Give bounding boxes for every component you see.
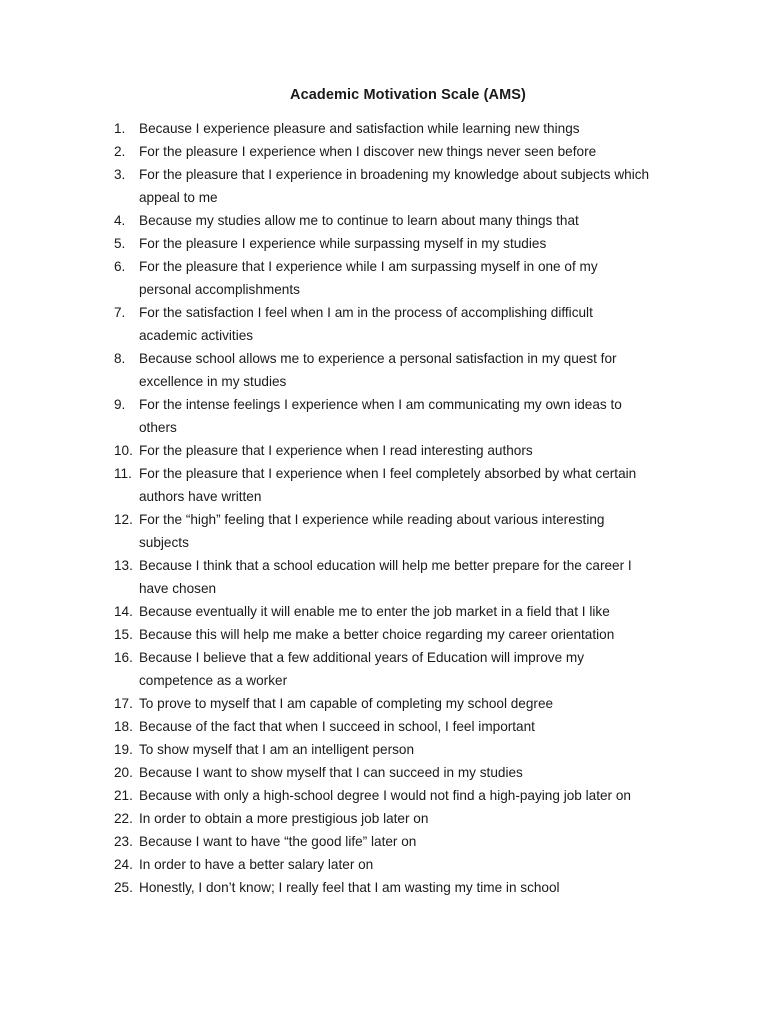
item-text: Because of the fact that when I succeed in school, I feel important [139,719,535,734]
scale-item [114,163,694,209]
item-number: 22. [114,811,133,826]
item-text: For the pleasure that I experience in broadening my knowledge about subjects which appeal to me [139,167,650,205]
item-number: 10. [114,443,133,458]
scale-item [114,623,694,646]
item-text: Because I think that a school education will help me better prepare for the career I have chosen [139,558,632,596]
item-number: 14. [114,604,133,619]
scale-item [114,301,694,347]
item-number: 15. [114,627,133,642]
scale-item-list [114,117,694,899]
item-text: For the pleasure I experience while surpassing myself in my studies [139,236,547,251]
item-text: In order to obtain a more prestigious job later on [139,811,429,826]
item-number: 16. [114,650,133,665]
scale-item [114,876,694,899]
scale-item [114,600,694,623]
item-text: Because my studies allow me to continue to learn about many things that [139,213,579,228]
item-text: Because I believe that a few additional years of Education will improve my competence as a worker [139,650,585,688]
scale-item [114,439,694,462]
item-text: In order to have a better salary later on [139,857,374,872]
item-number: 12. [114,512,133,527]
item-number: 24. [114,857,133,872]
item-number: 25. [114,880,133,895]
item-number: 13. [114,558,133,573]
item-text: To prove to myself that I am capable of completing my school degree [139,696,554,711]
scale-item [114,554,694,600]
scale-item [114,462,694,508]
item-text: Because with only a high-school degree I would not find a high-paying job later on [139,788,631,803]
item-text: Because I want to show myself that I can succeed in my studies [139,765,523,780]
scale-item [114,117,694,140]
scale-item [114,347,694,393]
scale-item [114,830,694,853]
item-text: For the intense feelings I experience when I am communicating my own ideas to others [139,397,622,435]
item-number: 11. [114,466,132,481]
scale-item [114,738,694,761]
item-text: Because this will help me make a better choice regarding my career orientation [139,627,615,642]
item-number: 9. [114,397,126,412]
scale-item [114,646,694,692]
scale-item [114,232,694,255]
item-text: Because eventually it will enable me to enter the job market in a field that I like [139,604,610,619]
item-number: 2. [114,144,126,159]
scale-item [114,140,694,163]
scale-item [114,715,694,738]
item-text: For the pleasure that I experience when I feel completely absorbed by what certain authors have written [139,466,637,504]
scale-item [114,209,694,232]
item-number: 4. [114,213,126,228]
scale-item [114,784,694,807]
item-number: 1. [114,121,126,136]
item-number: 5. [114,236,126,251]
scale-item [114,393,694,439]
item-number: 17. [114,696,133,711]
scale-item [114,692,694,715]
item-text: Because I experience pleasure and satisfaction while learning new things [139,121,580,136]
scale-item [114,761,694,784]
scale-item [114,853,694,876]
item-number: 3. [114,167,126,182]
scale-item [114,807,694,830]
item-text: For the pleasure that I experience while I am surpassing myself in one of my personal accomplishments [139,259,598,297]
item-text: For the satisfaction I feel when I am in the process of accomplishing difficult academic activities [139,305,593,343]
item-text: For the “high” feeling that I experience while reading about various interesting subjects [139,512,605,550]
item-text: To show myself that I am an intelligent person [139,742,415,757]
item-text: Honestly, I don’t know; I really feel that I am wasting my time in school [139,880,560,895]
item-text: Because I want to have “the good life” later on [139,834,417,849]
item-text: For the pleasure I experience when I discover new things never seen before [139,144,597,159]
item-number: 20. [114,765,133,780]
item-number: 23. [114,834,133,849]
item-number: 8. [114,351,126,366]
item-number: 18. [114,719,133,734]
item-number: 7. [114,305,126,320]
document-title: Academic Motivation Scale (AMS) [290,87,526,103]
item-text: Because school allows me to experience a personal satisfaction in my quest for excellence in my studies [139,351,617,389]
scale-item [114,508,694,554]
item-text: For the pleasure that I experience when I read interesting authors [139,443,533,458]
item-number: 19. [114,742,133,757]
item-number: 6. [114,259,126,274]
scale-item [114,255,694,301]
item-number: 21. [114,788,133,803]
